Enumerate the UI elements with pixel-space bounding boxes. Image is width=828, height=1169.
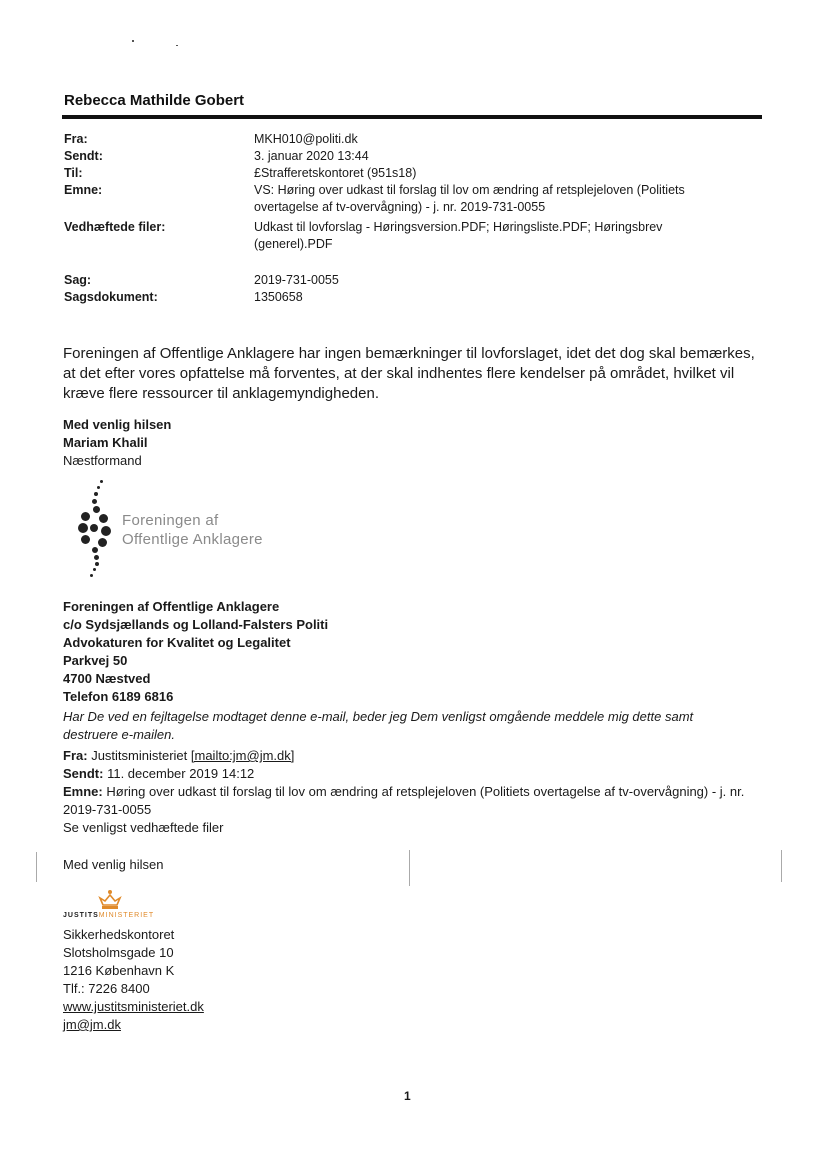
- ministry-logo-text: [63, 912, 154, 919]
- header-rule: [62, 115, 762, 119]
- header-value: VS: Høring over udkast til forslag til lov om ændring af retsplejeloven (Politiets overtagelse af tv-overvågning) - j. nr. 2019-731-0055: [254, 183, 685, 214]
- org-line2: c/o Sydsjællands og Lolland-Falsters Politi: [63, 617, 329, 632]
- ministry-city: 1216 København K: [63, 963, 175, 978]
- header-value: 2019-731-0055: [254, 273, 339, 287]
- ministry-logo-light: MINISTERIET: [98, 912, 155, 919]
- ministry-street: Slotsholmsgade 10: [63, 945, 174, 960]
- ministry-mail-link[interactable]: jm@jm.dk: [63, 1017, 121, 1032]
- fwd-sent: [63, 765, 254, 783]
- header-label: Sendt:: [64, 149, 103, 163]
- header-label: Til:: [64, 166, 83, 180]
- scan-mark: [781, 850, 782, 882]
- crown-icon: [97, 889, 123, 911]
- ministry-logo-bold: JUSTITS: [63, 912, 99, 919]
- ministry-office: Sikkerhedskontoret: [63, 927, 175, 942]
- ministry-phone: Tlf.: 7226 8400: [63, 981, 150, 996]
- fwd-from-label: Fra:: [63, 748, 88, 763]
- org-street: Parkvej 50: [63, 653, 128, 668]
- signoff-title: Næstformand: [63, 453, 142, 468]
- header-value: 1350658: [254, 290, 303, 304]
- signoff-greeting: Med venlig hilsen: [63, 417, 172, 432]
- scan-mark: [409, 850, 410, 886]
- logo-dot-mark: [74, 478, 114, 582]
- org-disclaimer: Har De ved en fejltagelse modtaget denne e-mail, beder jeg Dem venligst omgående meddele mig dette samt destruere e-mailen.: [63, 709, 694, 742]
- header-value: Udkast til lovforslag - Høringsversion.PDF; Høringsliste.PDF; Høringsbrev (generel).PDF: [254, 220, 663, 251]
- logo-text-line2: Offentlige Anklagere: [122, 531, 263, 548]
- page-number: 1: [404, 1089, 411, 1103]
- association-logo: [74, 478, 274, 582]
- header-label: Vedhæftede filer:: [64, 220, 166, 234]
- fwd-from-mail-link[interactable]: [mailto:jm@jm.dk]: [190, 748, 295, 763]
- header-value: MKH010@politi.dk: [254, 132, 358, 146]
- fwd-from: [63, 747, 294, 765]
- fwd-greeting: Med venlig hilsen: [63, 857, 164, 872]
- fwd-sent-value: 11. december 2019 14:12: [107, 766, 255, 781]
- logo-text-line1: Foreningen af: [122, 512, 219, 529]
- fwd-subject-label: Emne:: [63, 784, 103, 799]
- scan-speck: [132, 40, 134, 42]
- ministry-web-link[interactable]: www.justitsministeriet.dk: [63, 999, 204, 1014]
- org-name: Foreningen af Offentlige Anklagere: [63, 599, 280, 614]
- fwd-note: Se venligst vedhæftede filer: [63, 820, 224, 835]
- fwd-from-value: Justitsministeriet: [91, 748, 188, 763]
- header-label: Sagsdokument:: [64, 290, 158, 304]
- scan-speck: [176, 45, 178, 46]
- signoff-name: Mariam Khalil: [63, 435, 148, 450]
- email-body: Foreningen af Offentlige Anklagere har ingen bemærkninger til lovforslaget, idet det dog skal bemærkes, at det efter vores opfattelse må forventes, at der skal indhentes flere kendelser på området, hvilket vil kræve flere ressourcer til anklagemyndigheden.: [63, 345, 755, 402]
- header-label: Fra:: [64, 132, 88, 146]
- header-label: Emne:: [64, 183, 103, 197]
- fwd-sent-label: Sendt:: [63, 766, 104, 781]
- sender-name: Rebecca Mathilde Gobert: [64, 92, 245, 109]
- header-value: 3. januar 2020 13:44: [254, 149, 369, 163]
- org-phone: Telefon 6189 6816: [63, 689, 174, 704]
- header-value: £Strafferetskontoret (951s18): [254, 166, 417, 180]
- fwd-subject: [63, 783, 763, 819]
- scan-mark: [36, 852, 37, 882]
- org-city: 4700 Næstved: [63, 671, 151, 686]
- org-line3: Advokaturen for Kvalitet og Legalitet: [63, 635, 291, 650]
- header-label: Sag:: [64, 273, 92, 287]
- fwd-subject-value: Høring over udkast til forslag til lov om ændring af retsplejeloven (Politiets overtagelse af tv-overvågning) - j. nr. 2019-731-0055: [63, 784, 745, 817]
